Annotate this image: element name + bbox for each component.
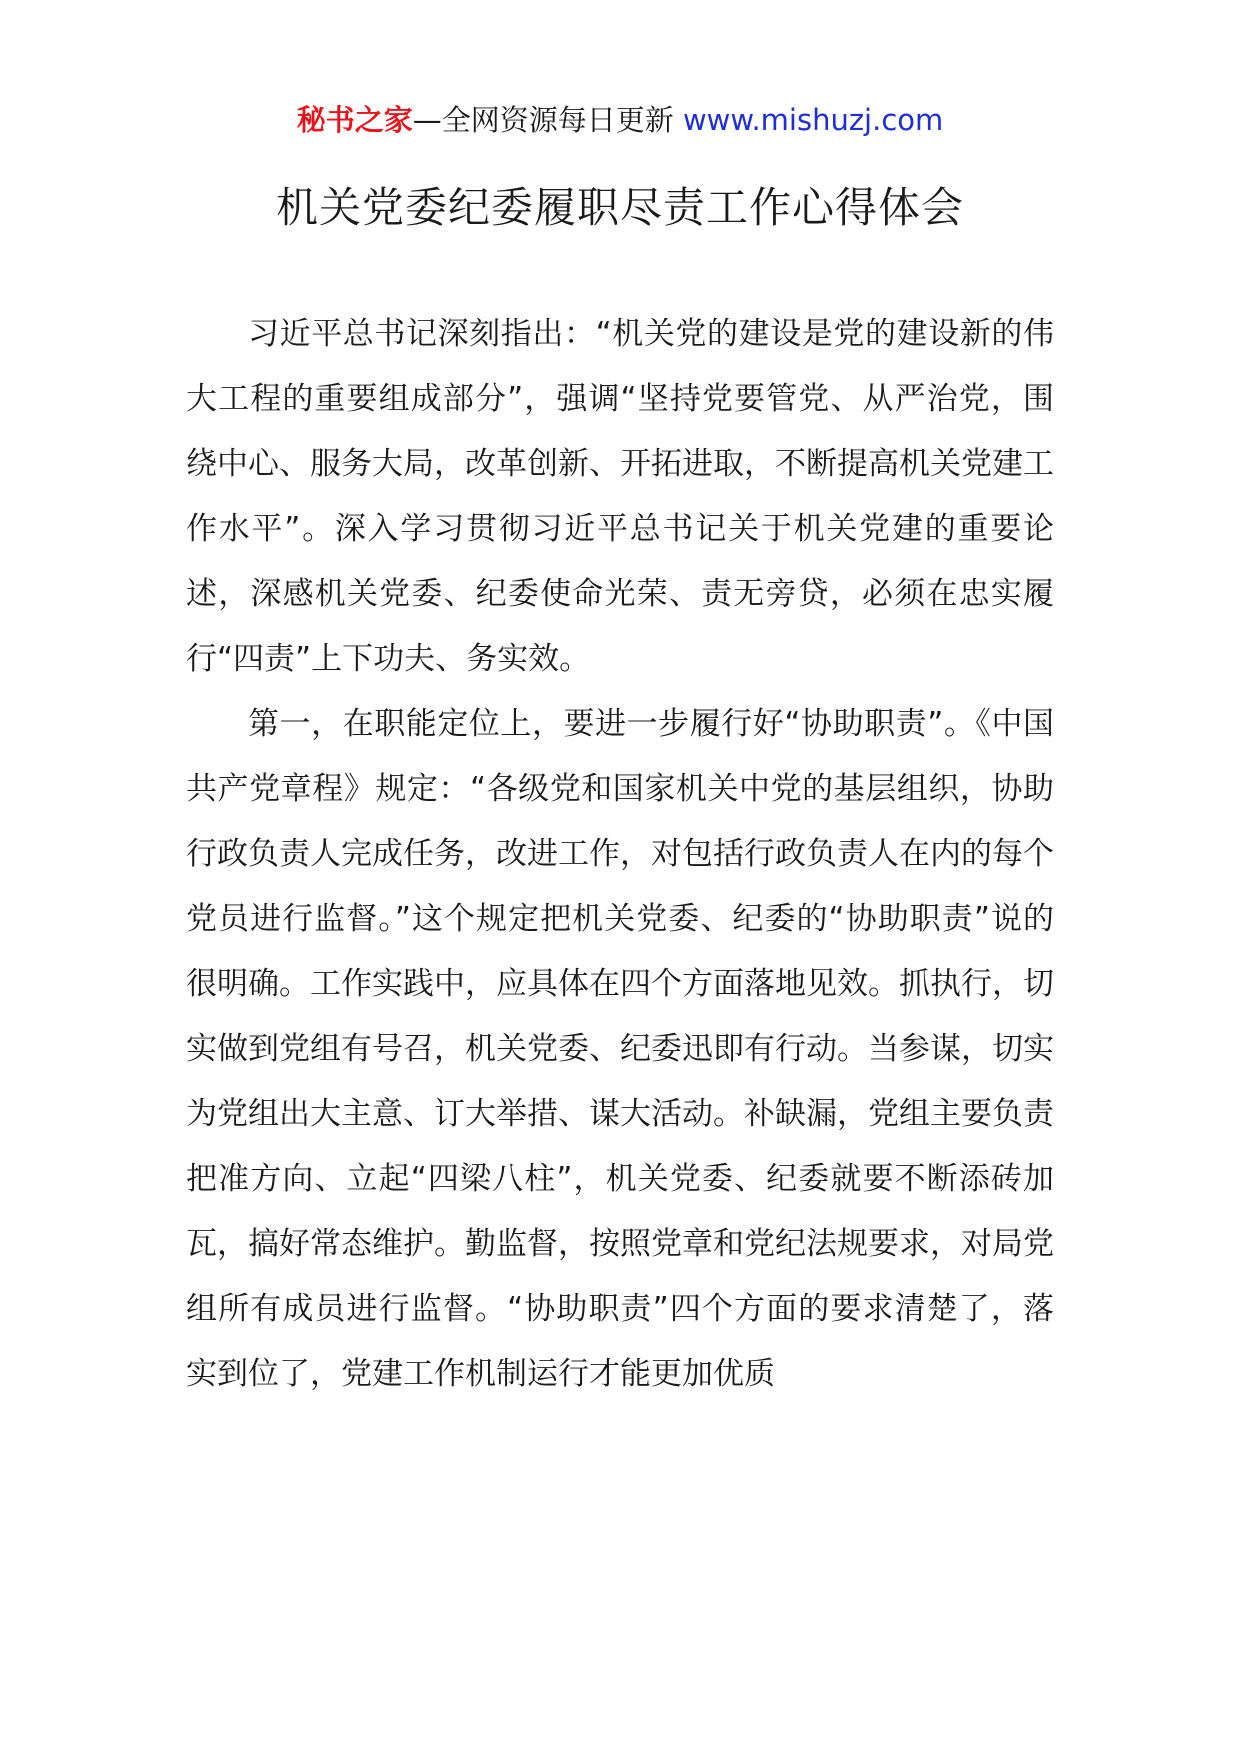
brand-name: 秘书之家 [296, 103, 413, 137]
document-body [186, 302, 1054, 1407]
paragraph: 第一，在职能定位上，要进一步履行好“协助职责”。《中国共产党章程》规定：“各级党和国家机关中党的基层组织，协助行政负责人完成任务，改进工作，对包括行政负责人在内的每个党员进行监督。”这个规定把机关党委、纪委的“协助职责”说的很明确。工作实践中，应具体在四个方面落地见效。抓执行，切实做到党组有号召，机关党委、纪委迅即有行动。当参谋，切实为党组出大主意、订大举措、谋大活动。补缺漏，党组主要负责把准方向、立起“四梁八柱”，机关党委、纪委就要不断添砖加瓦，搞好常态维护。勤监督，按照党章和党纪法规要求，对局党组所有成员进行监督。“协助职责”四个方面的要求清楚了，落实到位了，党建工作机制运行才能更加优质 [186, 706, 1054, 1392]
paragraph: 习近平总书记深刻指出：“机关党的建设是党的建设新的伟大工程的重要组成部分”，强调“坚持党要管党、从严治党，围绕中心、服务大局，改革创新、开拓进取，不断提高机关党建工作水平”。深入学习贯彻习近平总书记关于机关党建的重要论述，深感机关党委、纪委使命光荣、责无旁贷，必须在忠实履行“四责”上下功夫、务实效。 [186, 316, 1054, 677]
site-url-link[interactable]: www.mishuzj.com [682, 103, 944, 137]
site-header [0, 100, 1240, 140]
document-title: 机关党委纪委履职尽责工作心得体会 [275, 183, 964, 232]
header-tagline: —全网资源每日更新 [412, 103, 674, 137]
